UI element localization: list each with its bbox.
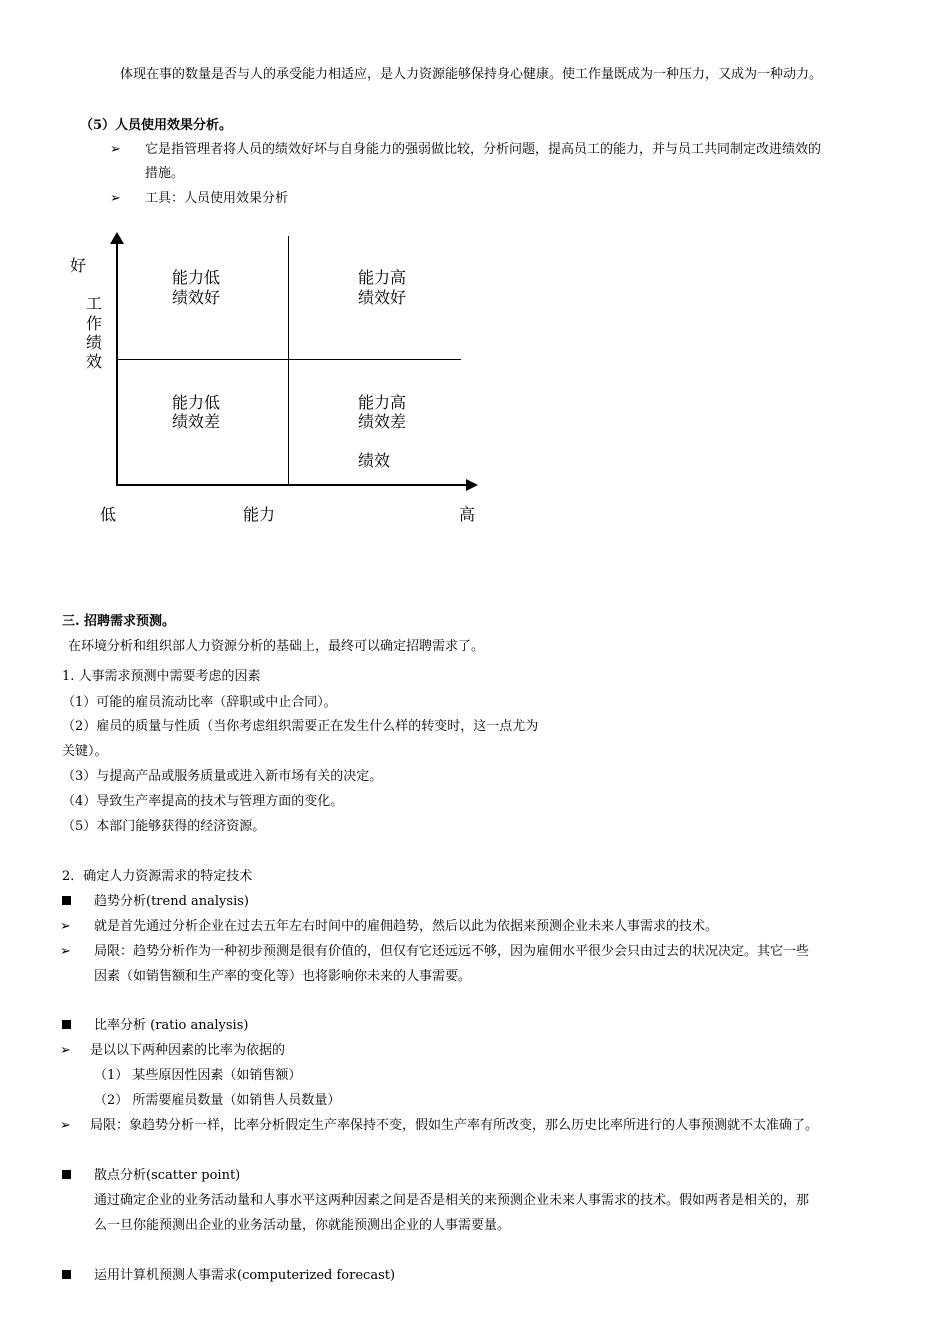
subsection-title: 1. 人事需求预测中需要考虑的因素 xyxy=(62,669,261,684)
subsection-title: 2．确定人力资源需求的特定技术 xyxy=(62,869,253,884)
bullet-text-continued: 措施。 xyxy=(145,166,185,181)
arrow-bullet-icon: ➢ xyxy=(60,1043,71,1058)
bullet-text: 局限：趋势分析作为一种初步预测是很有价值的，但仅有它还远远不够，因为雇佣水平很少会只由过去的状况决定。其它一些 xyxy=(94,944,810,959)
square-bullet-icon xyxy=(62,1170,71,1179)
x-axis-low-label: 低 xyxy=(100,505,117,524)
quadrant-stray-label: 绩效 xyxy=(358,451,391,470)
bullet-text: 是以以下两种因素的比率为依据的 xyxy=(90,1043,286,1058)
arrow-bullet-icon: ➢ xyxy=(60,919,71,934)
bullet-text: 它是指管理者将人员的绩效好坏与自身能力的强弱做比较，分析问题，提高员工的能力，并与员工共同制定改进绩效的 xyxy=(145,142,822,157)
bullet-text: 工具：人员使用效果分析 xyxy=(145,191,289,206)
paragraph-line: 么一旦你能预测出企业的业务活动量，你就能预测出企业的人事需要量。 xyxy=(94,1218,511,1233)
bullet-text: 就是首先通过分析企业在过去五年左右时间中的雇佣趋势，然后以此为依据来预测企业未来人事需求的技术。 xyxy=(94,919,719,934)
technique-title: 散点分析(scatter point) xyxy=(94,1168,241,1183)
y-axis-label-char: 作 xyxy=(86,314,103,333)
intro-text: 在环境分析和组织部人力资源分析的基础上，最终可以确定招聘需求了。 xyxy=(68,639,485,654)
arrow-bullet-icon: ➢ xyxy=(110,142,121,157)
sub-item: （2） 所需要雇员数量（如销售人员数量） xyxy=(94,1093,341,1108)
factor-item-continued: 关键）。 xyxy=(62,744,108,759)
factor-item: （1）可能的雇员流动比率（辞职或中止合同）。 xyxy=(62,695,337,710)
quadrant-bottom-left-line1: 能力低 xyxy=(172,393,221,412)
arrow-bullet-icon: ➢ xyxy=(110,191,121,206)
factor-item: （3）与提高产品或服务质量或进入新市场有关的决定。 xyxy=(62,769,383,784)
quadrant-bottom-right-line1: 能力高 xyxy=(358,393,407,412)
x-axis-arrow-icon xyxy=(466,479,478,491)
quadrant-top-left-line1: 能力低 xyxy=(172,268,221,287)
arrow-bullet-icon: ➢ xyxy=(60,944,71,959)
x-axis-label: 能力 xyxy=(243,505,276,524)
square-bullet-icon xyxy=(62,896,71,905)
y-axis-label-char: 效 xyxy=(86,352,103,371)
quadrant-bottom-right-line2: 绩效差 xyxy=(358,412,407,431)
quadrant-bottom-left-line2: 绩效差 xyxy=(172,412,221,431)
factor-item: （5）本部门能够获得的经济资源。 xyxy=(62,819,266,834)
x-axis-high-label: 高 xyxy=(459,505,476,524)
x-axis xyxy=(116,484,470,486)
bullet-text-continued: 因素（如销售额和生产率的变化等）也将影响你未来的人事需要。 xyxy=(94,969,472,984)
section-heading: 三. 招聘需求预测。 xyxy=(62,614,176,629)
arrow-bullet-icon: ➢ xyxy=(60,1118,71,1133)
section-heading: （5）人员使用效果分析。 xyxy=(80,118,233,133)
factor-item: （2）雇员的质量与性质（当你考虑组织需要正在发生什么样的转变时，这一点尤为 xyxy=(62,719,539,734)
bullet-text: 局限：象趋势分析一样，比率分析假定生产率保持不变，假如生产率有所改变，那么历史比率所进行的人事预测就不太准确了。 xyxy=(90,1118,819,1133)
technique-title: 趋势分析(trend analysis) xyxy=(94,894,249,909)
paragraph-line: 通过确定企业的业务活动量和人事水平这两种因素之间是否是相关的来预测企业未来人事需求的技术。假如两者是相关的，那 xyxy=(94,1193,810,1208)
vertical-divider xyxy=(288,236,289,486)
quadrant-top-right-line2: 绩效好 xyxy=(358,288,407,307)
y-axis-label-char: 工 xyxy=(86,294,103,313)
technique-title: 比率分析 (ratio analysis) xyxy=(94,1018,249,1033)
square-bullet-icon xyxy=(62,1270,71,1279)
sub-item: （1） 某些原因性因素（如销售额） xyxy=(94,1068,302,1083)
y-axis xyxy=(116,240,118,486)
square-bullet-icon xyxy=(62,1020,71,1029)
quadrant-top-left-line2: 绩效好 xyxy=(172,288,221,307)
paragraph-line: 体现在事的数量是否与人的承受能力相适应，是人力资源能够保持身心健康。使工作量既成为一种压力，又成为一种动力。 xyxy=(120,67,823,82)
quadrant-top-right-line1: 能力高 xyxy=(358,268,407,287)
y-axis-label-char: 绩 xyxy=(86,333,103,352)
factor-item: （4）导致生产率提高的技术与管理方面的变化。 xyxy=(62,794,344,809)
horizontal-divider xyxy=(116,359,461,360)
y-axis-arrow-icon xyxy=(110,232,124,244)
technique-title: 运用计算机预测人事需求(computerized forecast) xyxy=(94,1268,396,1283)
y-axis-top-label: 好 xyxy=(70,256,87,275)
